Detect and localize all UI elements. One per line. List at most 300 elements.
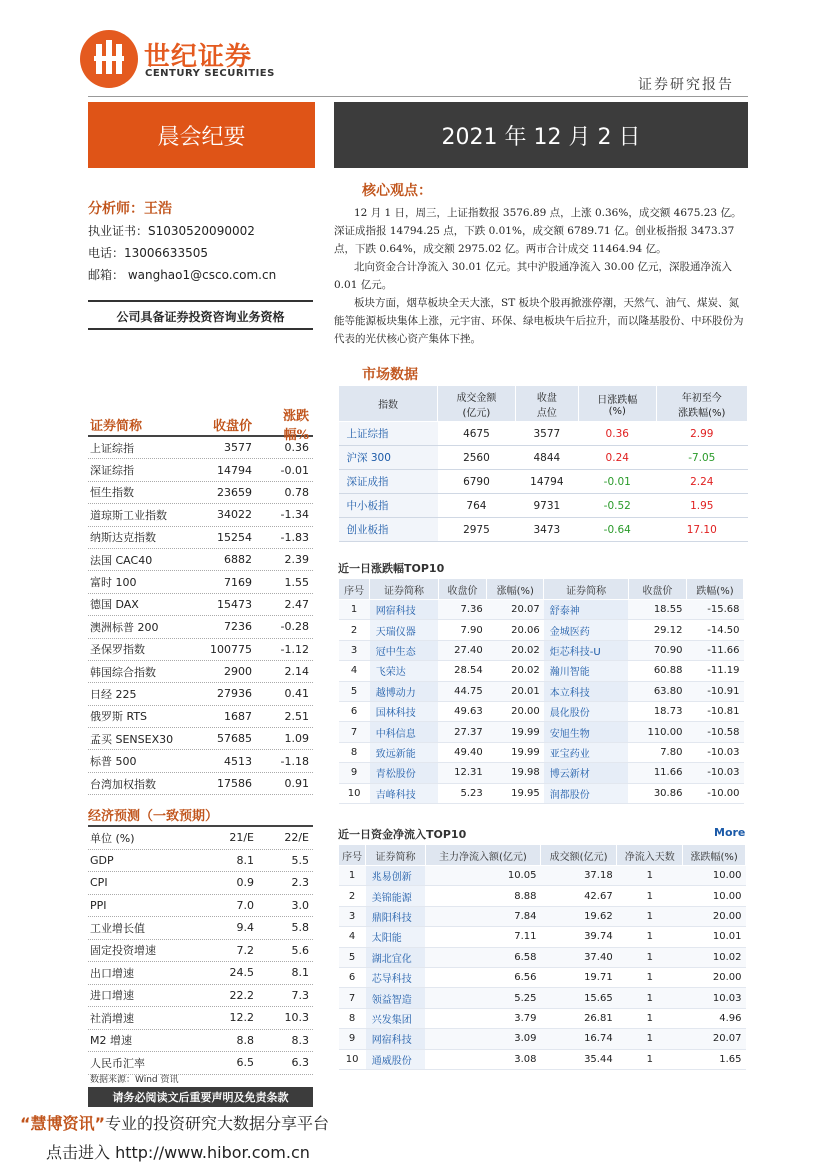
- core-paragraph: 板块方面，烟草板块全天大涨，ST 板块个股再掀涨停潮，天然气、油气、煤炭、氮能等能源板块集体上涨，元宇宙、环保、绿电板块午后拉升，而以隆基股份、中环股份为代表的光伏核心资产集体下挫。: [334, 297, 744, 345]
- col-header: 成交额(亿元): [540, 845, 616, 866]
- table-row: [88, 872, 313, 895]
- divider: [88, 300, 313, 302]
- loss: -10.03: [686, 742, 743, 762]
- index-name: 中小板指: [339, 494, 438, 518]
- index-close: 14794: [217, 463, 252, 477]
- econ-item: 人民币汇率: [90, 1056, 145, 1070]
- index-name: 标普 500: [90, 755, 137, 769]
- econ-2022: 10.3: [284, 1011, 309, 1025]
- close: 44.75: [438, 681, 487, 701]
- index-name: 上证综指: [90, 441, 134, 455]
- econ-2022: 7.3: [291, 988, 309, 1002]
- econ-header-row: [88, 827, 313, 850]
- econ-item: 单位 (%): [90, 831, 135, 845]
- econ-item: 工业增长值: [90, 921, 145, 935]
- gain: 20.00: [487, 701, 544, 721]
- table-row: [339, 620, 744, 640]
- rank: 8: [339, 742, 370, 762]
- index-close: 7169: [224, 575, 252, 589]
- close: 18.55: [628, 600, 686, 620]
- table-row: [88, 1030, 313, 1053]
- table-row: [339, 988, 746, 1008]
- table-header-row: [339, 386, 748, 422]
- day-change: -0.01: [578, 470, 656, 494]
- index-change: 2.47: [284, 597, 309, 611]
- turnover: 42.67: [540, 886, 616, 906]
- report-date: 2021 年 12 月 2 日: [334, 102, 748, 168]
- col-header: 年初至今 涨跌幅(%): [656, 386, 747, 422]
- stock-name: 网宿科技: [370, 600, 438, 620]
- index-name: 沪深 300: [339, 446, 438, 470]
- loss: -10.58: [686, 722, 743, 742]
- table-row: [88, 750, 313, 772]
- ytd-change: 1.95: [656, 494, 747, 518]
- close: 7.80: [628, 742, 686, 762]
- rank: 10: [339, 1049, 366, 1069]
- stock-name: 瀚川智能: [544, 661, 629, 681]
- table-row: [88, 661, 313, 683]
- loss: -11.66: [686, 640, 743, 660]
- table-row: [88, 549, 313, 571]
- index-change: 0.36: [284, 441, 309, 455]
- index-name: 圣保罗指数: [90, 643, 145, 657]
- rank: 3: [339, 906, 366, 926]
- table-row: [88, 1007, 313, 1030]
- stock-name: 飞荣达: [370, 661, 438, 681]
- rank: 8: [339, 1008, 366, 1028]
- analyst-email[interactable]: 邮箱： wanghao1@csco.com.cn: [88, 268, 277, 282]
- footer-tagline: [20, 1111, 329, 1134]
- divider: [88, 96, 748, 97]
- change: 20.00: [683, 906, 746, 926]
- inflow-days: 1: [617, 927, 683, 947]
- index-name: 道琼斯工业指数: [90, 508, 167, 522]
- stock-name: 芯导科技: [366, 967, 426, 987]
- index-name: 深证成指: [339, 470, 438, 494]
- econ-2022: 22/E: [284, 831, 309, 845]
- brand-name-cn: 世纪证券: [144, 42, 253, 72]
- table-row: [88, 437, 313, 459]
- rank: 2: [339, 620, 370, 640]
- inflow-days: 1: [617, 886, 683, 906]
- brand-logo-icon: [80, 30, 138, 88]
- gain: 20.02: [487, 640, 544, 660]
- table-row: [339, 518, 748, 542]
- gain: 19.99: [487, 742, 544, 762]
- index-close: 1687: [224, 709, 252, 723]
- col-header: 涨幅(%): [487, 579, 544, 600]
- col-header: 序号: [339, 579, 370, 600]
- table-row: [339, 640, 744, 660]
- market-title: 市场数据: [362, 367, 418, 383]
- table-row: [339, 1049, 746, 1069]
- close: 110.00: [628, 722, 686, 742]
- col-header: 跌幅(%): [686, 579, 743, 600]
- stock-name: 致远新能: [370, 742, 438, 762]
- table-row: [339, 906, 746, 926]
- stock-name: 领益智造: [366, 988, 426, 1008]
- loss: -10.03: [686, 763, 743, 783]
- index-name: 法国 CAC40: [90, 553, 153, 567]
- change: 1.65: [683, 1049, 746, 1069]
- econ-item: 出口增速: [90, 966, 134, 980]
- net-inflow: 8.88: [425, 886, 540, 906]
- brand-name-en: CENTURY SECURITIES: [145, 68, 275, 79]
- analyst-name: 分析师：王浩: [88, 201, 172, 217]
- loss: -10.91: [686, 681, 743, 701]
- inflow-days: 1: [617, 866, 683, 886]
- index-name: 创业板指: [339, 518, 438, 542]
- net-inflow: 7.84: [425, 906, 540, 926]
- index-change: -1.83: [280, 530, 309, 544]
- turnover: 19.71: [540, 967, 616, 987]
- amount: 6790: [438, 470, 516, 494]
- table-row: [88, 773, 313, 795]
- turnover: 35.44: [540, 1049, 616, 1069]
- index-change: 0.78: [284, 485, 309, 499]
- col-header: 证券简称: [370, 579, 438, 600]
- net-inflow: 3.79: [425, 1008, 540, 1028]
- net-inflow: 6.58: [425, 947, 540, 967]
- stock-name: 通威股份: [366, 1049, 426, 1069]
- index-close: 27936: [217, 687, 252, 701]
- stock-name: 青松股份: [370, 763, 438, 783]
- table-row: [339, 681, 744, 701]
- loss: -14.50: [686, 620, 743, 640]
- loss: -10.00: [686, 783, 743, 803]
- rank: 6: [339, 967, 366, 987]
- gain: 20.02: [487, 661, 544, 681]
- footer-tagline-text: 专业的投资研究大数据分享平台: [105, 1114, 330, 1133]
- col-header: 序号: [339, 845, 366, 866]
- net-inflow: 5.25: [425, 988, 540, 1008]
- change: 10.02: [683, 947, 746, 967]
- table-row: [339, 763, 744, 783]
- table-row: [88, 527, 313, 549]
- stock-name: 博云新材: [544, 763, 629, 783]
- rank: 7: [339, 722, 370, 742]
- econ-2021: 7.2: [236, 943, 254, 957]
- rank: 7: [339, 988, 366, 1008]
- turnover: 15.65: [540, 988, 616, 1008]
- table-row: [88, 940, 313, 963]
- table-row: [339, 783, 744, 803]
- index-name: 日经 225: [90, 687, 137, 701]
- rank: 2: [339, 886, 366, 906]
- change: 20.07: [683, 1029, 746, 1049]
- table-row: [88, 683, 313, 705]
- close: 63.80: [628, 681, 686, 701]
- index-name: 韩国综合指数: [90, 665, 156, 679]
- gain: 20.06: [487, 620, 544, 640]
- ytd-change: -7.05: [656, 446, 747, 470]
- index-name: 上证综指: [339, 422, 438, 446]
- close: 3473: [515, 518, 578, 542]
- stock-name: 本立科技: [544, 681, 629, 701]
- analyst-phone: 电话：13006633505: [88, 246, 208, 260]
- close: 30.86: [628, 783, 686, 803]
- core-text: [334, 204, 748, 348]
- change: 10.00: [683, 866, 746, 886]
- inflow-days: 1: [617, 1049, 683, 1069]
- loss: -10.81: [686, 701, 743, 721]
- econ-2021: 8.1: [236, 853, 254, 867]
- amount: 764: [438, 494, 516, 518]
- index-close: 2900: [224, 665, 252, 679]
- econ-2021: 7.0: [236, 898, 254, 912]
- stock-name: 越博动力: [370, 681, 438, 701]
- disclaimer-notice: 请务必阅读文后重要声明及免责条款: [88, 1087, 313, 1107]
- turnover: 16.74: [540, 1029, 616, 1049]
- stock-name: 中科信息: [370, 722, 438, 742]
- report-title: 晨会纪要: [88, 102, 315, 168]
- report-type: 证券研究报告: [638, 77, 734, 93]
- stock-name: 天瑞仪器: [370, 620, 438, 640]
- rank: 1: [339, 600, 370, 620]
- econ-table: [88, 827, 313, 1075]
- loss: -15.68: [686, 600, 743, 620]
- turnover: 37.40: [540, 947, 616, 967]
- stock-name: 晨化股份: [544, 701, 629, 721]
- close: 60.88: [628, 661, 686, 681]
- close: 3577: [515, 422, 578, 446]
- close: 18.73: [628, 701, 686, 721]
- econ-2021: 24.5: [229, 966, 254, 980]
- close: 27.40: [438, 640, 487, 660]
- gain: 20.07: [487, 600, 544, 620]
- table-header-row: [339, 845, 746, 866]
- turnover: 39.74: [540, 927, 616, 947]
- close: 4844: [515, 446, 578, 470]
- rank: 4: [339, 661, 370, 681]
- stock-name: 网宿科技: [366, 1029, 426, 1049]
- table-row: [339, 600, 744, 620]
- table-row: [339, 1008, 746, 1028]
- change: 20.00: [683, 967, 746, 987]
- stock-name: 兆易创新: [366, 866, 426, 886]
- rank: 1: [339, 866, 366, 886]
- inflow-days: 1: [617, 967, 683, 987]
- rank: 5: [339, 681, 370, 701]
- econ-item: 固定投资增速: [90, 944, 156, 958]
- close: 49.63: [438, 701, 487, 721]
- close: 5.23: [438, 783, 487, 803]
- econ-item: GDP: [90, 853, 114, 867]
- col-header: 收盘价: [438, 579, 487, 600]
- index-close: 6882: [224, 553, 252, 567]
- change: 10.00: [683, 886, 746, 906]
- col-header: 涨跌幅(%): [683, 845, 746, 866]
- col-header: 证券简称: [90, 418, 143, 434]
- index-change: -0.01: [280, 463, 309, 477]
- index-close: 4513: [224, 754, 252, 768]
- econ-2021: 0.9: [236, 876, 254, 890]
- index-change: -0.28: [280, 620, 309, 634]
- index-change: 0.41: [284, 687, 309, 701]
- net-inflow: 10.05: [425, 866, 540, 886]
- index-table: [88, 437, 313, 795]
- close: 27.37: [438, 722, 487, 742]
- amount: 4675: [438, 422, 516, 446]
- stock-name: 金城医药: [544, 620, 629, 640]
- econ-2022: 2.3: [291, 876, 309, 890]
- stock-name: 湖北宜化: [366, 947, 426, 967]
- ytd-change: 17.10: [656, 518, 747, 542]
- rank: 6: [339, 701, 370, 721]
- index-name: 富时 100: [90, 576, 137, 590]
- rank: 3: [339, 640, 370, 660]
- footer-link[interactable]: 点击进入 http://www.hibor.com.cn: [46, 1143, 310, 1162]
- col-header: 证券简称: [544, 579, 629, 600]
- stock-name: 吉峰科技: [370, 783, 438, 803]
- index-close: 7236: [224, 620, 252, 634]
- col-header: 收盘价: [628, 579, 686, 600]
- table-row: [88, 728, 313, 750]
- col-header: 指数: [339, 386, 438, 422]
- inflow-days: 1: [617, 1029, 683, 1049]
- econ-2021: 21/E: [229, 831, 254, 845]
- table-row: [88, 482, 313, 504]
- turnover: 37.18: [540, 866, 616, 886]
- stock-name: 亚宝药业: [544, 742, 629, 762]
- stock-name: 兴发集团: [366, 1008, 426, 1028]
- table-row: [88, 962, 313, 985]
- table-row: [88, 895, 313, 918]
- stock-name: 鼎阳科技: [366, 906, 426, 926]
- close: 12.31: [438, 763, 487, 783]
- net-inflow: 3.08: [425, 1049, 540, 1069]
- table-row: [339, 967, 746, 987]
- top-inflow-title: 近一日资金净流入TOP10: [338, 828, 467, 841]
- rank: 9: [339, 763, 370, 783]
- rank: 4: [339, 927, 366, 947]
- col-header: 涨跌幅%: [282, 409, 309, 443]
- econ-2021: 8.8: [236, 1033, 254, 1047]
- close: 29.12: [628, 620, 686, 640]
- analyst-license: 执业证书：S1030520090002: [88, 224, 255, 238]
- index-change: 1.55: [284, 575, 309, 589]
- turnover: 26.81: [540, 1008, 616, 1028]
- divider: [88, 328, 313, 330]
- close: 9731: [515, 494, 578, 518]
- table-row: [339, 422, 748, 446]
- gain: 19.95: [487, 783, 544, 803]
- index-close: 15254: [217, 530, 252, 544]
- table-row: [339, 494, 748, 518]
- ytd-change: 2.99: [656, 422, 747, 446]
- net-inflow: 3.09: [425, 1029, 540, 1049]
- econ-item: CPI: [90, 876, 108, 890]
- table-row: [339, 722, 744, 742]
- index-close: 15473: [217, 597, 252, 611]
- close: 7.36: [438, 600, 487, 620]
- econ-title: 经济预测（一致预期）: [88, 805, 313, 827]
- table-row: [88, 504, 313, 526]
- index-close: 23659: [217, 485, 252, 499]
- econ-2022: 5.5: [291, 853, 309, 867]
- econ-2022: 3.0: [291, 898, 309, 912]
- econ-item: M2 增速: [90, 1034, 132, 1048]
- econ-2022: 5.6: [291, 943, 309, 957]
- index-name: 孟买 SENSEX30: [90, 732, 174, 746]
- table-row: [88, 594, 313, 616]
- index-name: 德国 DAX: [90, 598, 139, 612]
- index-name: 俄罗斯 RTS: [90, 710, 148, 724]
- col-header: 净流入天数: [617, 845, 683, 866]
- core-paragraph: 北向资金合计净流入 30.01 亿元。其中沪股通净流入 30.00 亿元，深股通净流入 0.01 亿元。: [334, 261, 732, 291]
- change: 10.01: [683, 927, 746, 947]
- index-change: 0.91: [284, 777, 309, 791]
- table-row: [88, 639, 313, 661]
- stock-name: 美锦能源: [366, 886, 426, 906]
- stock-name: 润都股份: [544, 783, 629, 803]
- qualification: 公司具备证券投资咨询业务资格: [116, 310, 285, 324]
- net-inflow: 6.56: [425, 967, 540, 987]
- top-change-title: 近一日涨跌幅TOP10: [338, 562, 445, 575]
- table-row: [339, 927, 746, 947]
- index-change: -1.18: [280, 754, 309, 768]
- close: 14794: [515, 470, 578, 494]
- index-change: -1.12: [280, 642, 309, 656]
- econ-2022: 8.1: [291, 966, 309, 980]
- index-name: 深证综指: [90, 464, 134, 478]
- table-row: [339, 701, 744, 721]
- turnover: 19.62: [540, 906, 616, 926]
- day-change: -0.64: [578, 518, 656, 542]
- top-change-table: [338, 578, 744, 804]
- close: 49.40: [438, 742, 487, 762]
- table-row: [88, 706, 313, 728]
- stock-name: 冠中生态: [370, 640, 438, 660]
- stock-name: 国林科技: [370, 701, 438, 721]
- core-title: 核心观点：: [362, 183, 432, 199]
- econ-item: 进口增速: [90, 989, 134, 1003]
- econ-item: PPI: [90, 898, 107, 912]
- index-name: 澳洲标普 200: [90, 620, 159, 634]
- rank: 5: [339, 947, 366, 967]
- econ-2022: 5.8: [291, 921, 309, 935]
- more-link[interactable]: More: [714, 826, 746, 839]
- stock-name: 炬芯科技-U: [544, 640, 629, 660]
- index-close: 34022: [217, 508, 252, 522]
- index-table-header: [88, 409, 313, 443]
- table-row: [88, 917, 313, 940]
- close: 28.54: [438, 661, 487, 681]
- table-row: [339, 886, 746, 906]
- table-header-row: [339, 579, 744, 600]
- table-row: [88, 985, 313, 1008]
- index-change: -1.34: [280, 508, 309, 522]
- table-row: [339, 947, 746, 967]
- close: 70.90: [628, 640, 686, 660]
- stock-name: 安旭生物: [544, 722, 629, 742]
- top-inflow-table: [338, 844, 746, 1070]
- table-row: [339, 866, 746, 886]
- gain: 19.99: [487, 722, 544, 742]
- table-row: [339, 1029, 746, 1049]
- index-name: 台湾加权指数: [90, 777, 156, 791]
- econ-2021: 22.2: [229, 988, 254, 1002]
- stock-name: 舒泰神: [544, 600, 629, 620]
- amount: 2560: [438, 446, 516, 470]
- ytd-change: 2.24: [656, 470, 747, 494]
- stock-name: 太阳能: [366, 927, 426, 947]
- inflow-days: 1: [617, 988, 683, 1008]
- gain: 19.98: [487, 763, 544, 783]
- inflow-days: 1: [617, 947, 683, 967]
- col-header: 主力净流入额(亿元): [425, 845, 540, 866]
- index-change: 2.51: [284, 709, 309, 723]
